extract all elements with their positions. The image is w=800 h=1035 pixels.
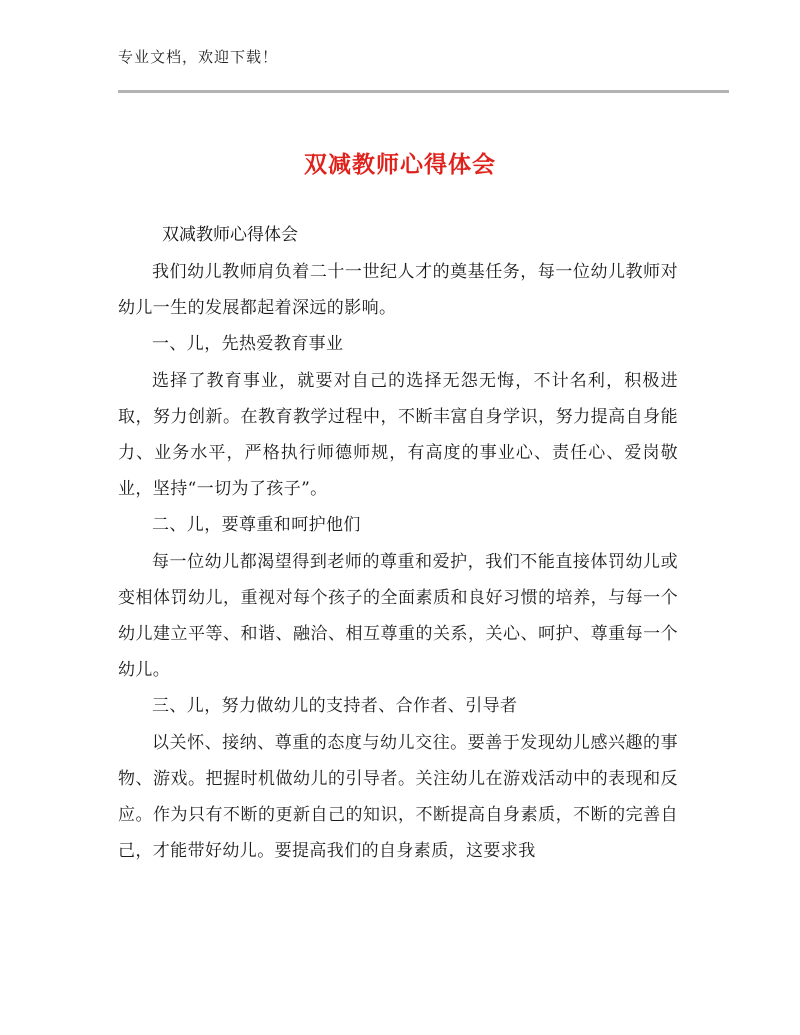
section-heading-1: 一、儿，先热爱教育事业 — [152, 334, 344, 355]
section-heading-3: 三、儿，努力做幼儿的支持者、合作者、引导者 — [152, 696, 518, 717]
paragraph-section-2: 每一位幼儿都渴望得到老师的尊重和爱护，我们不能直接体罚幼儿或变相体罚幼儿，重视对每个孩子的全面素质和良好习惯的培养，与每一个幼儿建立平等、和谐、融洽、相互尊重的关系，关心、呵护、尊重每一个幼儿。 — [118, 551, 678, 681]
paragraph-intro: 我们幼儿教师肩负着二十一世纪人才的奠基任务，每一位幼儿教师对幼儿一生的发展都起着深远的影响。 — [118, 262, 678, 319]
page-header: 专业文档，欢迎下载！ — [118, 48, 279, 66]
document-title: 双减教师心得体会 — [304, 152, 496, 178]
paragraph-section-3: 以关怀、接纳、尊重的态度与幼儿交往。要善于发现幼儿感兴趣的事物、游戏。把握时机做幼儿的引导者。关注幼儿在游戏活动中的表现和反应。作为只有不断的更新自己的知识，不断提高自身素质，不断的完善自己，才能带好幼儿。要提高我们的自身素质，这要求我 — [118, 732, 678, 862]
paragraph-section-1: 选择了教育事业，就要对自己的选择无怨无悔，不计名利，积极进取，努力创新。在教育教学过程中，不断丰富自身学识，努力提高自身能力、业务水平，严格执行师德师规，有高度的事业心、责任心、爱岗敬业，坚持“一切为了孩子”。 — [118, 370, 678, 500]
document-subtitle: 双减教师心得体会 — [162, 225, 298, 245]
header-divider — [118, 90, 729, 93]
section-heading-2: 二、儿，要尊重和呵护他们 — [152, 515, 361, 536]
document-body — [118, 254, 678, 869]
